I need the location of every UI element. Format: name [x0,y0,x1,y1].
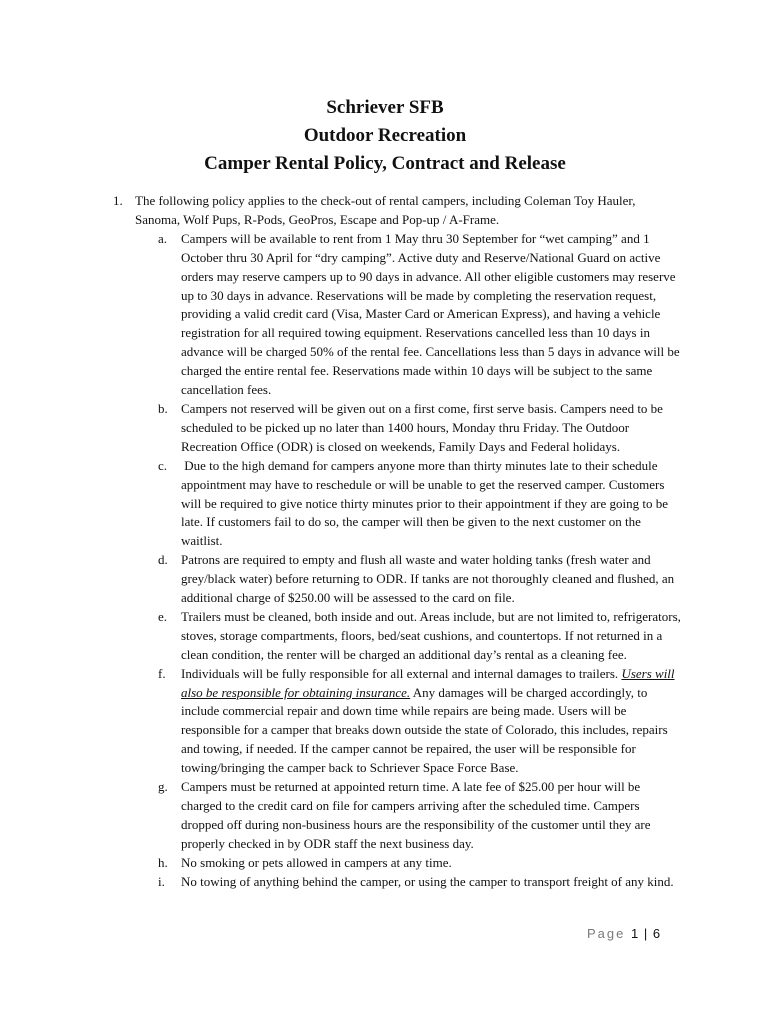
subitem-text: Patrons are required to empty and flush all waste and water holding tanks (fresh water and grey/black water) before returning to ODR. If tanks are not thoroughly cleaned and flushed, an additional charge of $250.00 will be assessed to the card on file. [181,552,675,606]
insurance-notice: Users will also be responsible for obtaining insurance. [181,665,675,700]
policy-item-1 [113,192,681,230]
total-pages: 6 [652,926,661,941]
subitem-letter: b. [158,400,168,416]
subitem-text: Campers will be available to rent from 1 May thru 30 September for “wet camping” and 1 October thru 30 April for “dry camping”. Active duty and Reserve/National Guard on active orders may reserve campers up to 90 days in advance. All other eligible customers may reserve up to 30 days in advance. Reservations will be made by completing the reservation request, providing a valid credit card (Visa, Master Card or American Express), and having a vehicle registration for all required towing equipment. Reservations cancelled less than 10 days in advance will be charged 50% of the rental fee. Cancellations less than 5 days in advance will be charged the entire rental fee. Reservations made within 10 days will be subject to the same cancellation fees. [181,230,680,398]
document-title [0,94,770,178]
subitem-text: No towing of anything behind the camper, or using the camper to transport freight of any kind. [181,873,674,889]
page-number: 1 [631,926,639,941]
subitem-i [113,873,681,892]
subitem-f [113,665,681,778]
subitem-letter: i. [158,873,165,889]
subitem-text: Due to the high demand for campers anyone more than thirty minutes late to their schedule appointment may have to reschedule or will be unable to get the reserved camper. Customers will be required to give notice thirty minutes prior to their appointment if they are going to be late. If customers fail to do so, the camper will then be given to the next customer on the waitlist. [181,457,672,549]
item-text: The following policy applies to the check-out of rental campers, including Coleman Toy Hauler, Sanoma, Wolf Pups, R-Pods, GeoPros, Escape and Pop-up / A-Frame. [135,193,636,227]
policy-list [113,192,681,892]
subitem-c [113,457,681,552]
subitem-letter: g. [158,779,168,795]
subitem-text: No smoking or pets allowed in campers at any time. [181,854,452,870]
title-line-policy: Camper Rental Policy, Contract and Release [204,153,566,174]
title-line-base: Schriever SFB [326,97,444,118]
subitem-text-after: Any damages will be charged accordingly, to include commercial repair and down time while repairs are being made. Users will be responsible for a camper that breaks down outside the state of Colorado, this includes, repairs and towing, if needed. If the camper cannot be repaired, the user will be responsible for towing/bringing the camper back to Schriever Space Force Base. [181,684,671,776]
page-separator: | [643,926,648,941]
subitem-text: Campers must be returned at appointed return time. A late fee of $25.00 per hour will be charged to the credit card on file for campers arriving after the scheduled time. Campers dropped off during non-business hours are the responsibility of the customer until they are properly checked in by ODR staff the next business day. [181,779,651,851]
subitem-d [113,551,681,608]
subitem-letter: c. [158,457,168,473]
page-label: Page [587,926,626,941]
subitem-h [113,854,681,873]
subitem-letter: e. [158,608,168,624]
item-number: 1. [113,193,123,208]
title-line-department: Outdoor Recreation [303,125,467,146]
subitem-letter: f. [158,665,166,681]
page-footer [587,926,660,941]
subitem-b [113,400,681,457]
subitem-letter: d. [158,552,168,568]
subitem-g [113,778,681,854]
subitem-letter: a. [158,230,168,246]
subitem-text-before: Individuals will be fully responsible for all external and internal damages to trailers. [181,665,622,681]
subitem-a [113,230,681,400]
subitem-letter: h. [158,854,168,870]
subitem-text: Campers not reserved will be given out on a first come, first serve basis. Campers need to be scheduled to be picked up no later than 1400 hours, Monday thru Friday. The Outdoor Recreation Office (ODR) is closed on weekends, Family Days and Federal holidays. [181,400,663,454]
subitem-e [113,608,681,665]
subitem-text: Trailers must be cleaned, both inside and out. Areas include, but are not limited to, refrigerators, stoves, storage compartments, floors, bed/seat cushions, and countertops. If not returned in a clean condition, the renter will be charged an additional day’s rental as a cleaning fee. [181,608,681,662]
